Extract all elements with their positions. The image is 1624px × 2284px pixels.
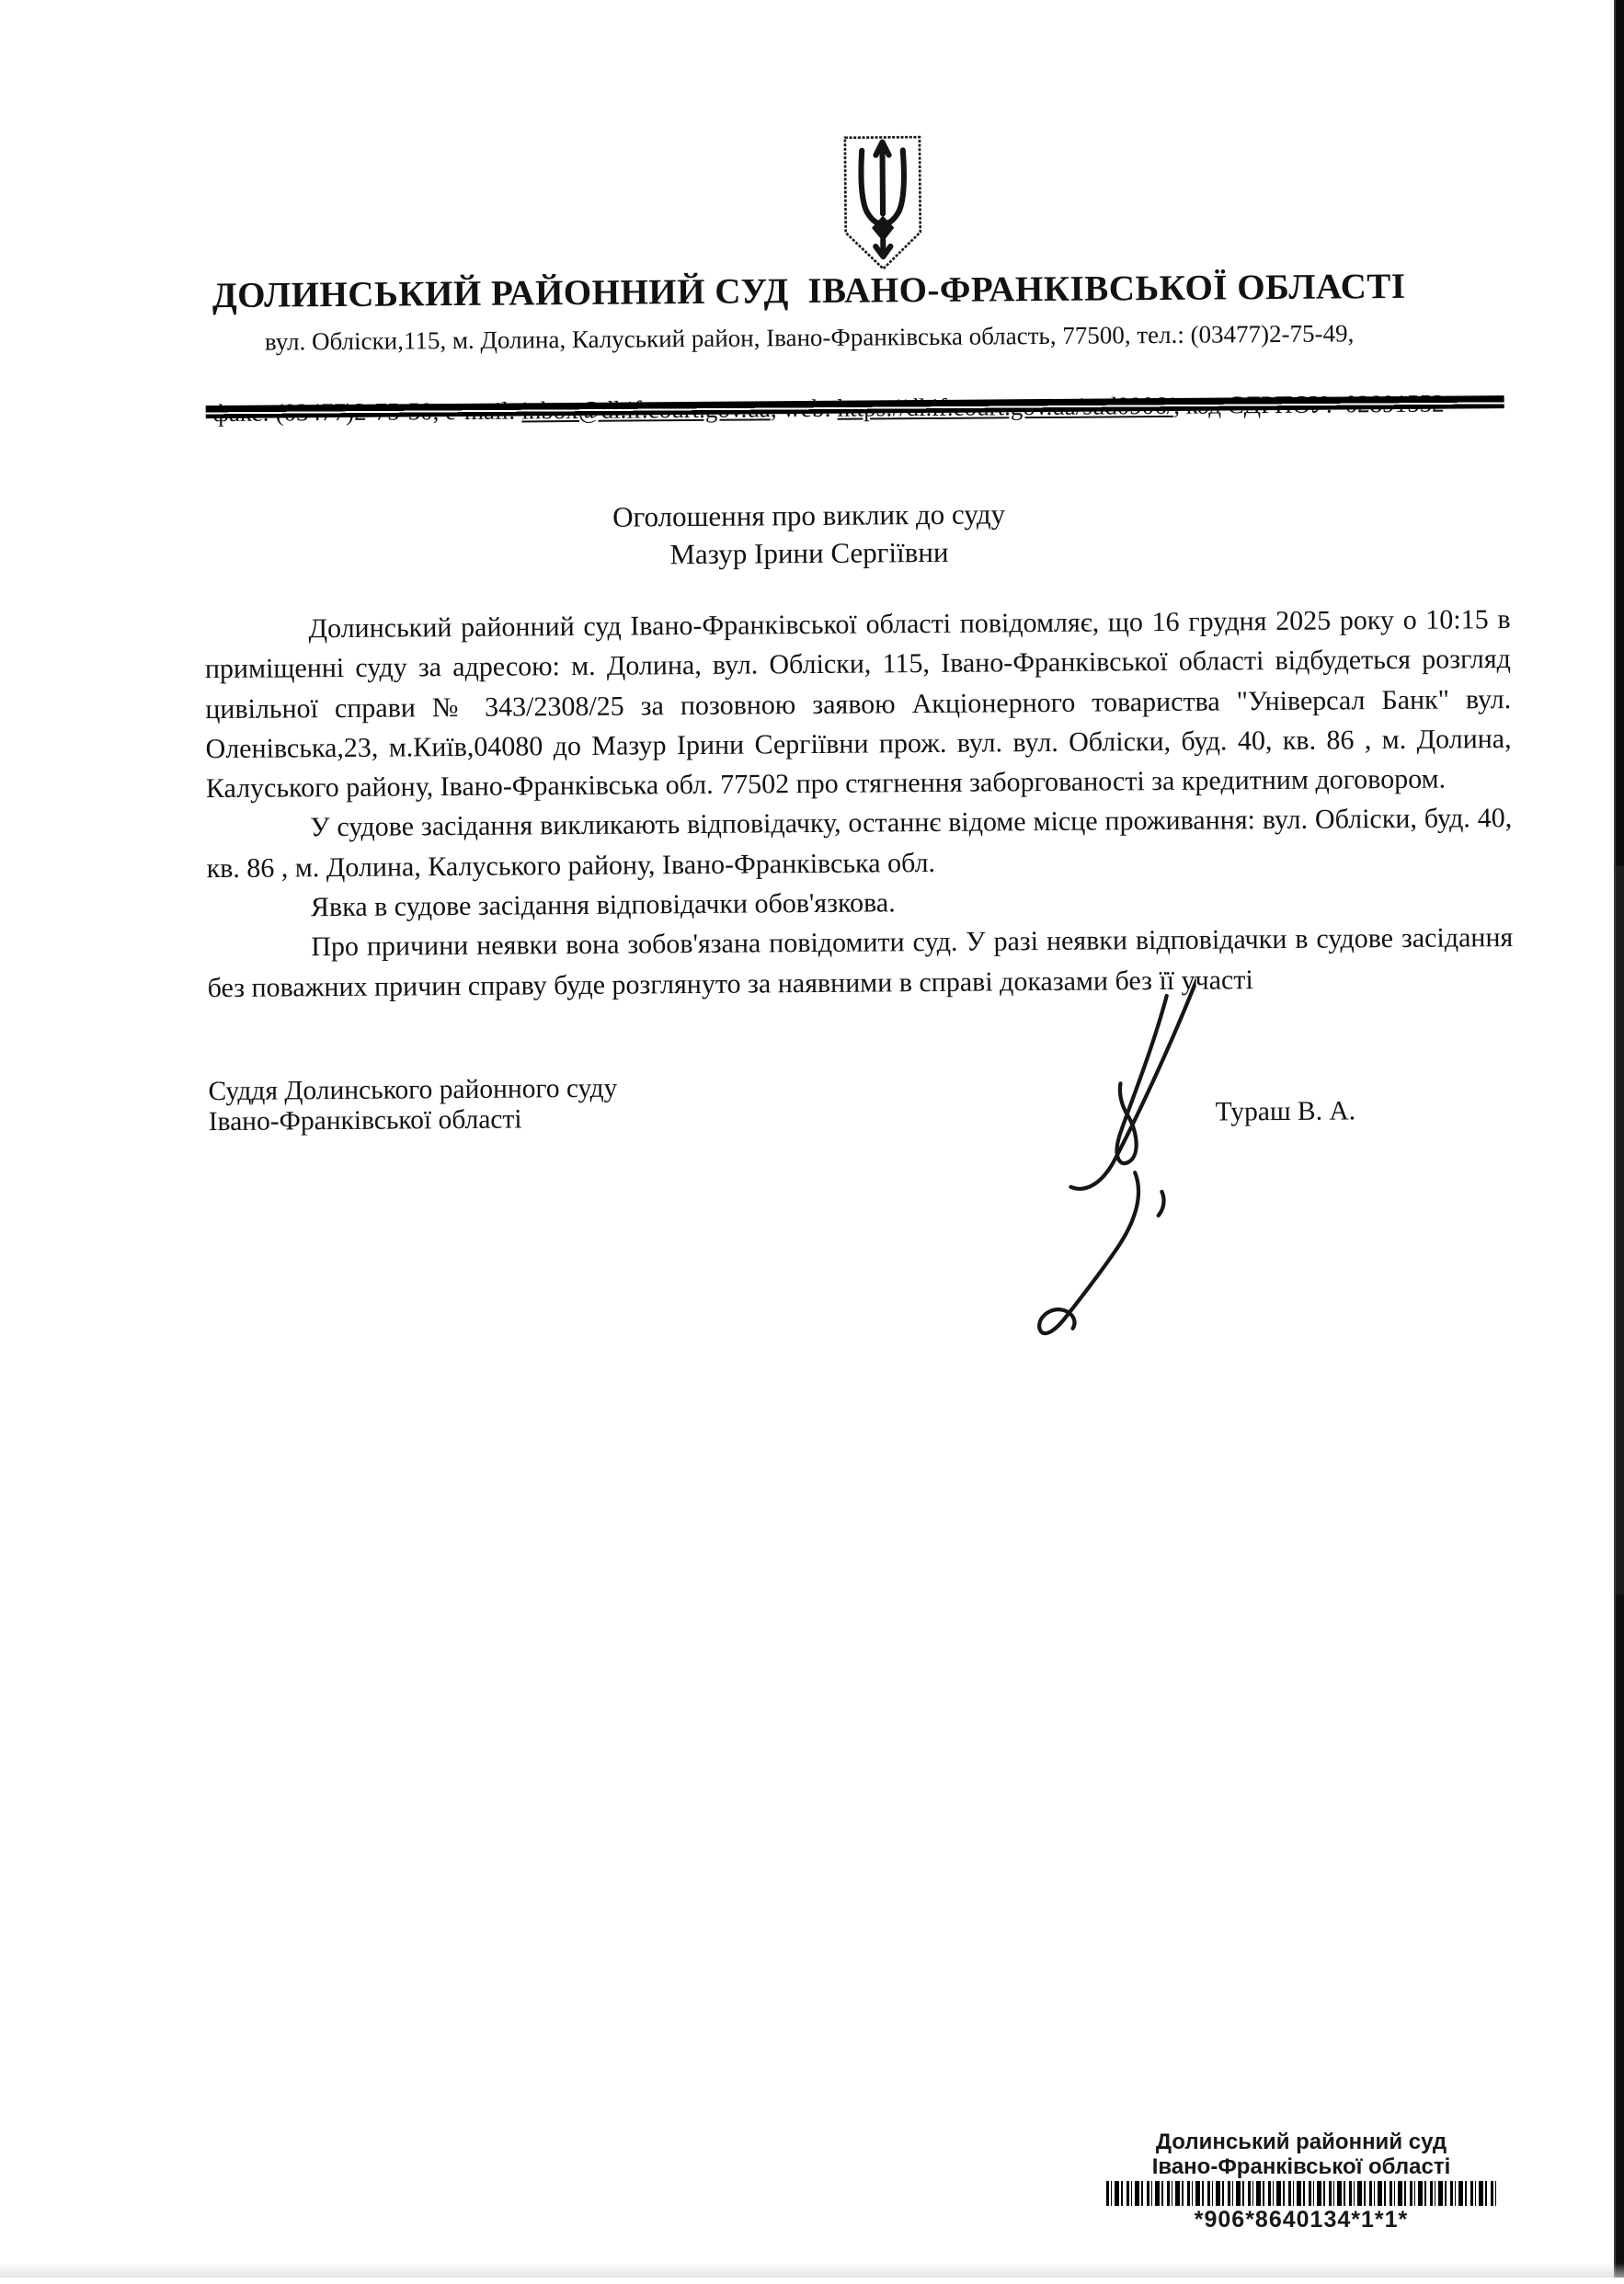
barcode (1106, 2181, 1496, 2206)
paragraph: Явка в судове засідання відповідачки обов'язкова. (310, 887, 896, 923)
announcement-title (155, 491, 1462, 577)
judge-name: Тураш В. А. (1215, 1096, 1356, 1127)
stamp-court-line1: Долинський районний суд (1155, 2130, 1447, 2154)
signature-block (208, 1067, 1514, 1137)
handwritten-signature (993, 955, 1198, 1343)
barcode-number: *906*8640134*1*1* (1194, 2207, 1409, 2233)
paragraph: У судове засідання викликають відповідачку, останнє відоме місце проживання: вул. Обліски, буд. 40, кв. 86 , м. Долина, Калуського району, Івано-Франківська обл. (206, 803, 1513, 884)
ukraine-trident-emblem-icon (835, 133, 930, 274)
announcement-title-line2: Мазур Ірини Сергіївни (669, 535, 949, 571)
paragraph: Долинський районний суд Івано-Франківської області повідомляє, що 16 грудня 2025 року о 10:15 в приміщенні суду за адресою: м. Долина, вул. Обліски, 115, Івано-Франківської області відбудеться розгляд цивільної справи № 343/2308/25 за позовною заявою Акціонерного товариства "Універсал Банк" вул. Оленівська,23, м.Київ,04080 до Мазур Ірини Сергіївни прож. вул. вул. Обліски, буд. 40, кв. 86 , м. Долина, Калуського району, Івано-Франківська обл. 77502 про стягнення заборгованості за кредитним договором. (204, 604, 1512, 805)
scan-edge-artifact (1614, 0, 1624, 2278)
court-name-heading: ДОЛИНСЬКИЙ РАЙОННИЙ СУД ІВАНО-ФРАНКІВСЬКОЇ ОБЛАСТІ (212, 266, 1406, 316)
announcement-text (204, 600, 1513, 1008)
court-registration-stamp (1090, 2130, 1513, 2233)
judge-title-line2: Івано-Франківської області (208, 1104, 522, 1137)
stamp-court-line2: Івано-Франківської області (1151, 2154, 1451, 2179)
scan-bottom-shadow (0, 2263, 1624, 2278)
announcement-title-line1: Оголошення про виклик до суду (612, 497, 1006, 533)
court-address-line: вул. Обліски,115, м. Долина, Калуський район, Івано-Франківська область, 77500, тел.: (03477)2-75-49, (264, 319, 1355, 356)
judge-title-line1: Суддя Долинського районного суду (208, 1073, 618, 1107)
paragraph: Про причини неявки вона зобов'язана повідомити суд. У разі неявки відповідачки в судове засідання без поважних причин справу буде розглянуто за наявними в справі доказами без її участі (207, 922, 1514, 1003)
